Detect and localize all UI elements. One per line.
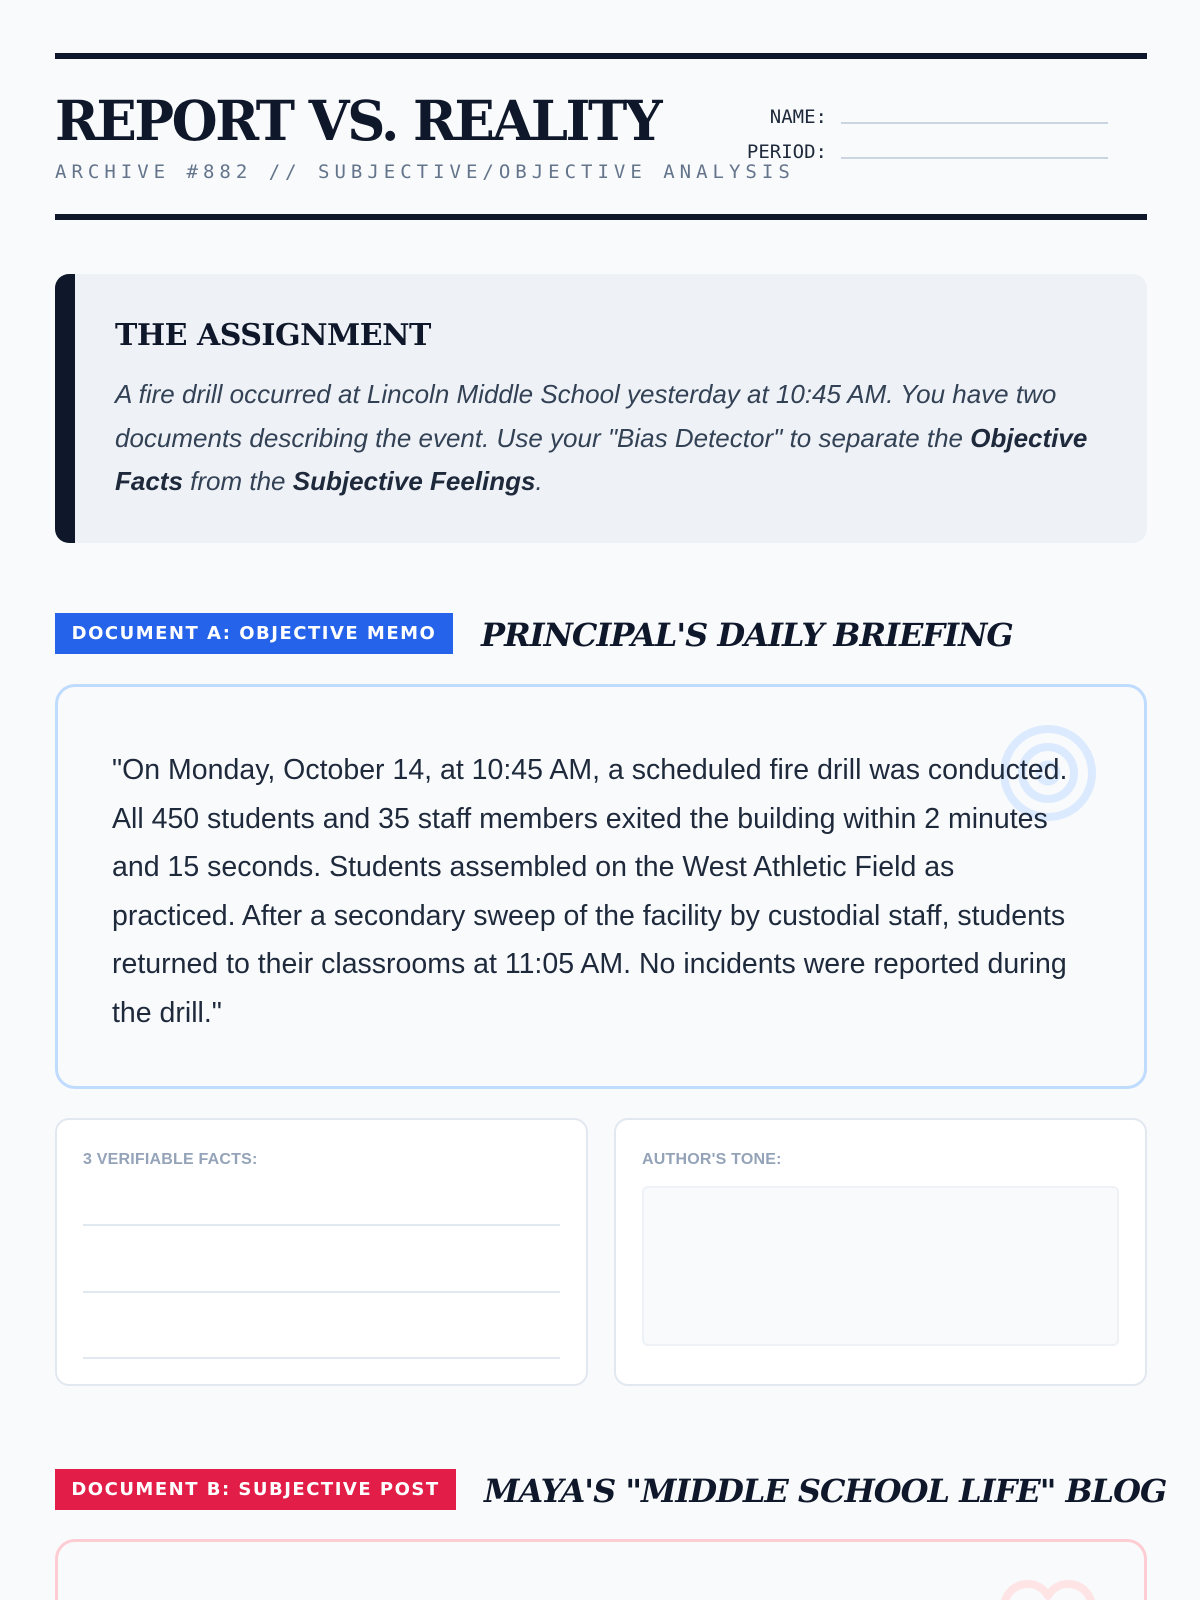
- assignment-title: THE ASSIGNMENT: [115, 318, 431, 353]
- assignment-box: [55, 274, 1147, 543]
- doc-a-heading: PRINCIPAL'S DAILY BRIEFING: [481, 616, 1013, 654]
- header-rule-bottom: [55, 214, 1147, 220]
- facts-label: 3 VERIFIABLE FACTS:: [83, 1151, 258, 1168]
- doc-b-heading: MAYA'S "MIDDLE SCHOOL LIFE" BLOG: [484, 1472, 1167, 1510]
- doc-a-tag: DOCUMENT A: OBJECTIVE MEMO: [55, 613, 453, 654]
- name-field: [715, 106, 1108, 128]
- name-label: NAME:: [769, 106, 827, 128]
- header-rule-top: [55, 53, 1147, 59]
- tone-label: AUTHOR'S TONE:: [642, 1151, 782, 1168]
- tone-response-box: [614, 1118, 1147, 1386]
- fact-line-1[interactable]: [83, 1224, 560, 1226]
- period-label: PERIOD:: [746, 141, 827, 163]
- assignment-text: [115, 373, 1115, 504]
- doc-b-card: [55, 1539, 1147, 1600]
- period-input-line[interactable]: [841, 157, 1108, 159]
- assignment-accent-bar: [55, 274, 75, 543]
- page-title: REPORT VS. REALITY: [55, 88, 661, 153]
- subjective-feelings-term: Subjective Feelings: [292, 466, 536, 496]
- objective-facts-term: Objective Facts: [115, 422, 1088, 496]
- assignment-text-3: .: [535, 466, 543, 496]
- period-field: [715, 141, 1108, 163]
- heart-icon: [998, 1576, 1098, 1600]
- fact-line-3[interactable]: [83, 1357, 560, 1359]
- assignment-text-1: A fire drill occurred at Lincoln Middle School yesterday at 10:45 AM. You have two documents describing the event. Use your "Bias Detector" to separate the: [115, 379, 1057, 453]
- page-subtitle: ARCHIVE #882 // SUBJECTIVE/OBJECTIVE ANALYSIS: [55, 161, 795, 183]
- fact-line-2[interactable]: [83, 1291, 560, 1293]
- doc-a-body: "On Monday, October 14, at 10:45 AM, a scheduled fire drill was conducted. All 450 students and 35 staff members exited the building within 2 minutes and 15 seconds. Students assembled on the West Athletic Field as practiced. After a secondary sweep of the facility by custodial staff, students returned to their classrooms at 11:05 AM. No incidents were reported during the drill.": [112, 754, 1068, 1029]
- tone-answer-area[interactable]: [642, 1186, 1119, 1346]
- assignment-text-2: from the: [182, 466, 293, 496]
- doc-a-card: [55, 684, 1147, 1089]
- doc-b-tag: DOCUMENT B: SUBJECTIVE POST: [55, 1469, 456, 1510]
- facts-response-box: [55, 1118, 588, 1386]
- name-input-line[interactable]: [841, 122, 1108, 124]
